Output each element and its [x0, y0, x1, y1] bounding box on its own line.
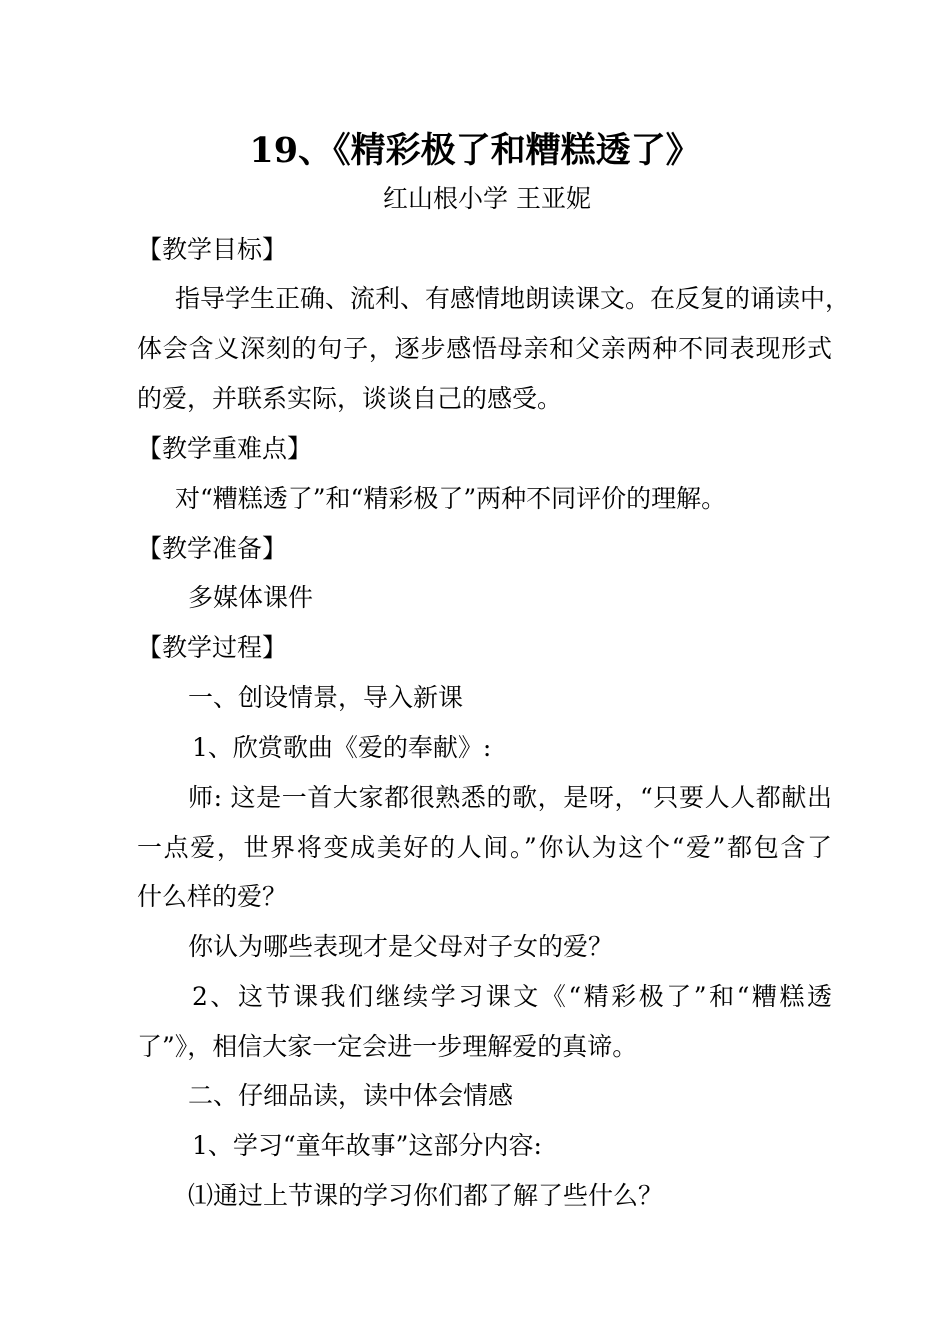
paragraph-line: 2、这节课我们继续学习课文《“精彩极了”和“糟糕透 [192, 982, 832, 1011]
paragraph-line: 一、创设情景，导入新课 [188, 683, 464, 712]
paragraph-line: 指导学生正确、流利、有感情地朗读课文。在反复的诵读中， [175, 284, 851, 313]
paragraph-line: 体会含义深刻的句子，逐步感悟母亲和父亲两种不同表现形式 [137, 334, 832, 363]
paragraph-line: ⑴通过上节课的学习你们都了解了些什么？ [188, 1181, 664, 1210]
paragraph-line: 你认为哪些表现才是父母对子女的爱？ [188, 932, 614, 961]
paragraph-line: 多媒体课件 [188, 583, 314, 612]
paragraph-line: 1、欣赏歌曲《爱的奉献》: [192, 733, 492, 762]
paragraph-line: 什么样的爱？ [137, 882, 288, 911]
paragraph-line: 了”》，相信大家一定会进一步理解爱的真谛。 [137, 1032, 638, 1061]
paragraph-line: 对“糟糕透了”和“精彩极了”两种不同评价的理解。 [175, 484, 727, 513]
paragraph-line: 师: 这是一首大家都很熟悉的歌，是呀，“只要人人都献出 [188, 783, 832, 812]
paragraph-line: 二、仔细品读，读中体会情感 [188, 1081, 514, 1110]
section-heading-goals: 【教学目标】 [137, 235, 288, 264]
section-heading-preparation: 【教学准备】 [137, 534, 288, 563]
paragraph-line: 1、学习“童年故事”这部分内容: [192, 1131, 542, 1160]
paragraph-line: 一点爱，世界将变成美好的人间。”你认为这个“爱”都包含了 [137, 833, 832, 862]
document-author: 红山根小学 王亚妮 [383, 184, 591, 213]
document-title: 19、《精彩极了和糟糕透了》 [249, 130, 701, 171]
section-heading-key-points: 【教学重难点】 [137, 434, 313, 463]
paragraph-line: 的爱，并联系实际，谈谈自己的感受。 [137, 384, 563, 413]
section-heading-process: 【教学过程】 [137, 633, 288, 662]
